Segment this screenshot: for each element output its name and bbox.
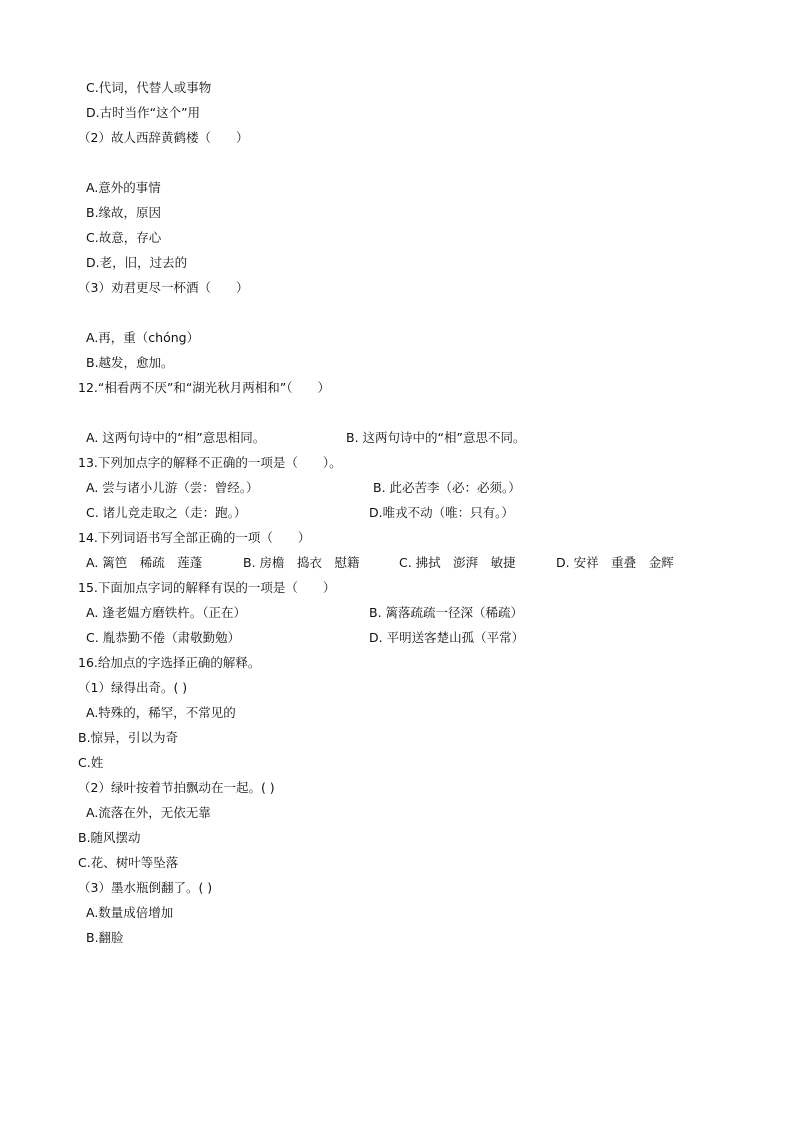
option-line: C.故意，存心	[86, 230, 162, 245]
option-line: D.古时当作“这个”用	[86, 105, 201, 120]
option-a: A. 尝与诸小儿游（尝：曾经。）	[86, 480, 259, 495]
option-line: B.惊异，引以为奇	[78, 730, 179, 745]
option-d: D.唯戎不动（唯：只有。）	[369, 505, 514, 520]
sub-question: （3）墨水瓶倒翻了。( )	[78, 880, 213, 895]
option-line: A.流落在外，无依无靠	[86, 805, 211, 820]
option-b: B. 这两句诗中的“相”意思不同。	[346, 430, 526, 445]
option-line: C.姓	[78, 755, 104, 770]
option-line: A.意外的事情	[86, 180, 161, 195]
option-d: D. 平明送客楚山孤（平常）	[369, 630, 525, 645]
question-15: 15.下面加点字词的解释有误的一项是（ ）	[78, 580, 336, 595]
option-a: A. 逢老媪方磨铁杵。（正在）	[86, 605, 247, 620]
option-d: D. 安祥 重叠 金辉	[556, 555, 674, 570]
option-a: A. 这两句诗中的“相”意思相同。	[86, 430, 266, 445]
question-12: 12.“相看两不厌”和“湖光秋月两相和”（ ）	[78, 380, 331, 395]
option-a: A. 篱笆 稀疏 莲蓬	[86, 555, 203, 570]
option-c: C. 胤恭勤不倦（肃敬勤勉）	[86, 630, 241, 645]
option-line: B.翻脸	[86, 930, 124, 945]
option-line: A.数量成倍增加	[86, 905, 174, 920]
option-line: D.老，旧，过去的	[86, 255, 188, 270]
option-b: B. 房檐 捣衣 慰籍	[243, 555, 360, 570]
sub-question: （1）绿得出奇。( )	[78, 680, 188, 695]
question-13: 13.下列加点字的解释不正确的一项是（ ）。	[78, 455, 342, 470]
option-line: A.再，重（chóng）	[86, 330, 200, 345]
option-line: C.代词，代替人或事物	[86, 80, 212, 95]
option-c: C. 诸儿竞走取之（走：跑。）	[86, 505, 247, 520]
option-line: B.缘故，原因	[86, 205, 162, 220]
option-line: A.特殊的，稀罕，不常见的	[86, 705, 236, 720]
option-b: B. 此必苦李（必：必须。）	[373, 480, 521, 495]
option-line: B.越发，愈加。	[86, 355, 174, 370]
sub-question: （2）故人西辞黄鹤楼（ ）	[78, 130, 249, 145]
question-14: 14.下列词语书写全部正确的一项（ ）	[78, 530, 311, 545]
option-c: C. 拂拭 澎湃 敏捷	[399, 555, 516, 570]
option-line: C.花、树叶等坠落	[78, 855, 179, 870]
option-line: B.随风摆动	[78, 830, 141, 845]
question-16: 16.给加点的字选择正确的解释。	[78, 655, 261, 670]
option-b: B. 篱落疏疏一径深（稀疏）	[369, 605, 524, 620]
sub-question: （3）劝君更尽一杯酒（ ）	[78, 280, 249, 295]
sub-question: （2）绿叶按着节拍飘动在一起。( )	[78, 780, 275, 795]
